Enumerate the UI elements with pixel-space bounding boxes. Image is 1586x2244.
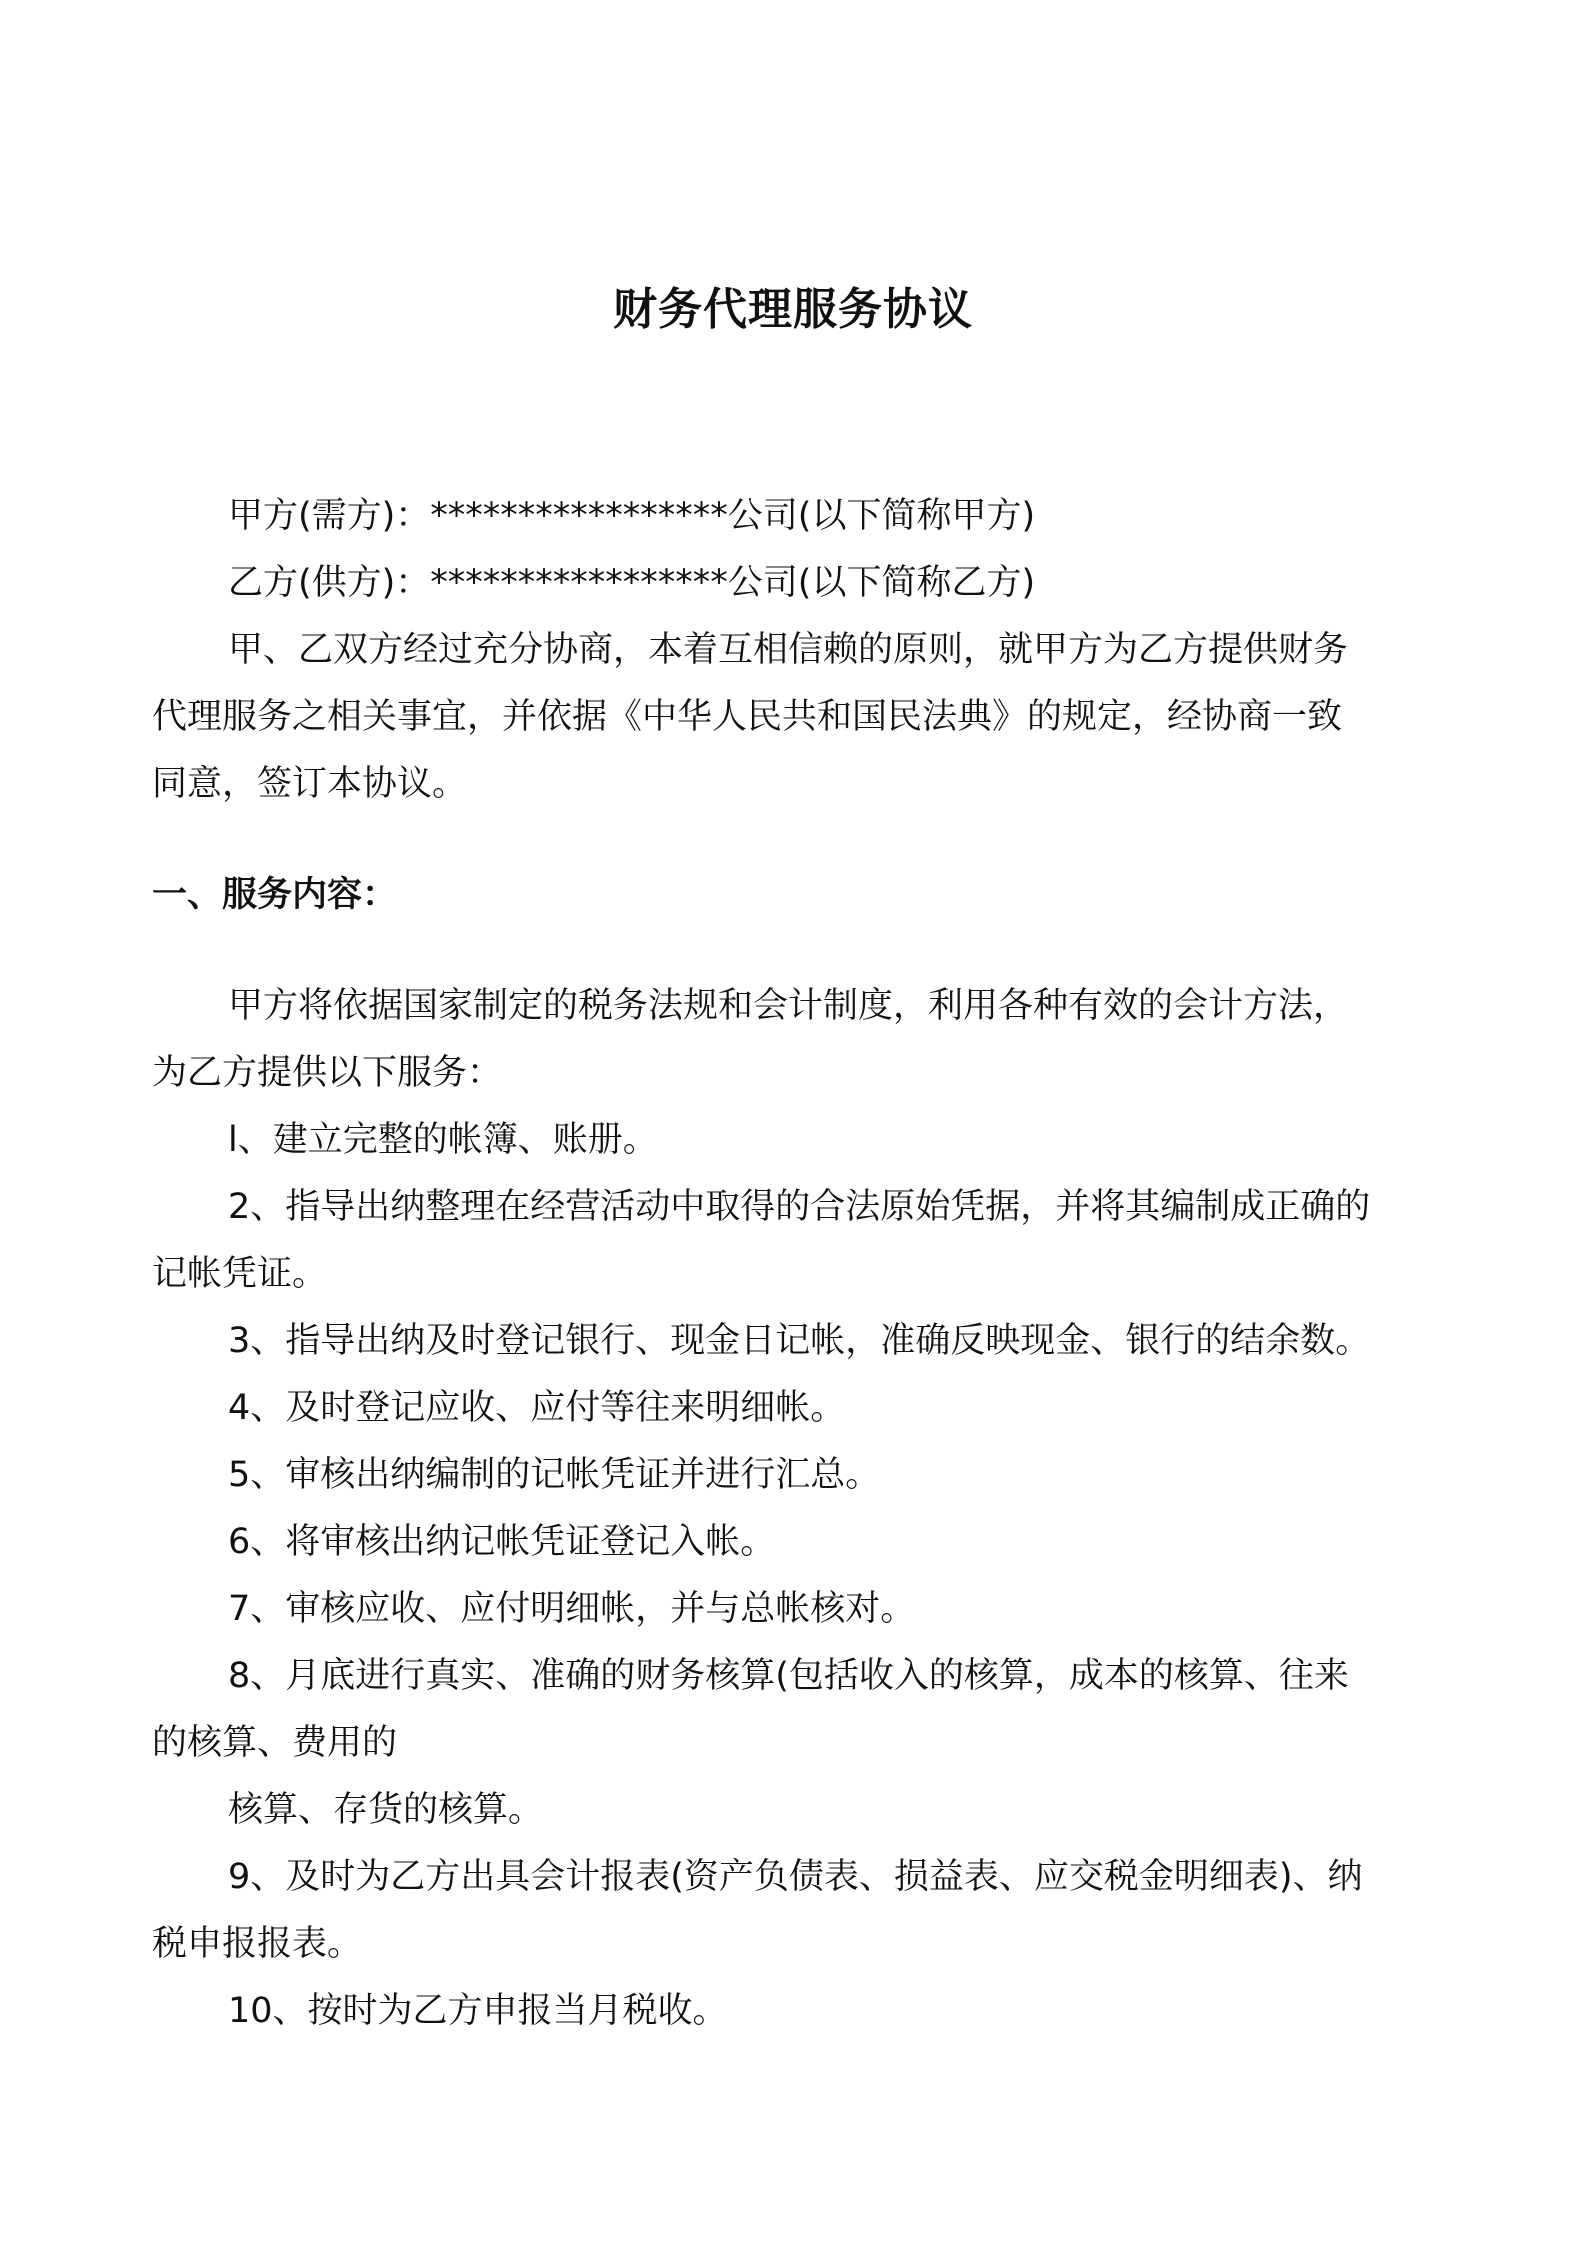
list-item-8-line-3: 核算、存货的核算。	[228, 1790, 544, 1830]
list-item-7: 7、审核应收、应付明细帐，并与总帐核对。	[228, 1589, 916, 1629]
list-item-8-line-2: 的核算、费用的	[152, 1723, 398, 1763]
list-item-9-line-2: 税申报报表。	[152, 1924, 363, 1964]
section-1-intro-line-2: 为乙方提供以下服务：	[152, 1053, 503, 1093]
document-title: 财务代理服务协议	[613, 284, 973, 335]
list-item-5: 5、审核出纳编制的记帐凭证并进行汇总。	[228, 1455, 881, 1495]
section-1-heading: 一、服务内容：	[152, 875, 398, 915]
list-item-2-line-1: 2、指导出纳整理在经营活动中取得的合法原始凭据，并将其编制成正确的	[228, 1187, 1371, 1227]
party-a-line: 甲方(需方)：*****************公司(以下简称甲方)	[228, 496, 1036, 536]
section-1-intro-line-1: 甲方将依据国家制定的税务法规和会计制度，利用各种有效的会计方法，	[228, 986, 1349, 1026]
list-item-6: 6、将审核出纳记帐凭证登记入帐。	[228, 1522, 776, 1562]
list-item-1: l、建立完整的帐簿、账册。	[228, 1120, 658, 1160]
party-b-line: 乙方(供方)：*****************公司(以下简称乙方)	[228, 563, 1036, 603]
list-item-10: 10、按时为乙方申报当月税收。	[228, 1991, 728, 2031]
list-item-8-line-1: 8、月底进行真实、准确的财务核算(包括收入的核算，成本的核算、往来	[228, 1656, 1349, 1696]
list-item-2-line-2: 记帐凭证。	[152, 1254, 328, 1294]
list-item-3: 3、指导出纳及时登记银行、现金日记帐，准确反映现金、银行的结余数。	[228, 1321, 1371, 1361]
intro-line-3: 同意，签订本协议。	[152, 764, 468, 804]
list-item-4: 4、及时登记应收、应付等往来明细帐。	[228, 1388, 846, 1428]
intro-line-2: 代理服务之相关事宜，并依据《中华人民共和国民法典》的规定，经协商一致	[152, 697, 1343, 737]
list-item-9-line-1: 9、及时为乙方出具会计报表(资产负债表、损益表、应交税金明细表)、纳	[228, 1857, 1363, 1897]
intro-line-1: 甲、乙双方经过充分协商，本着互相信赖的原则，就甲方为乙方提供财务	[228, 630, 1349, 670]
